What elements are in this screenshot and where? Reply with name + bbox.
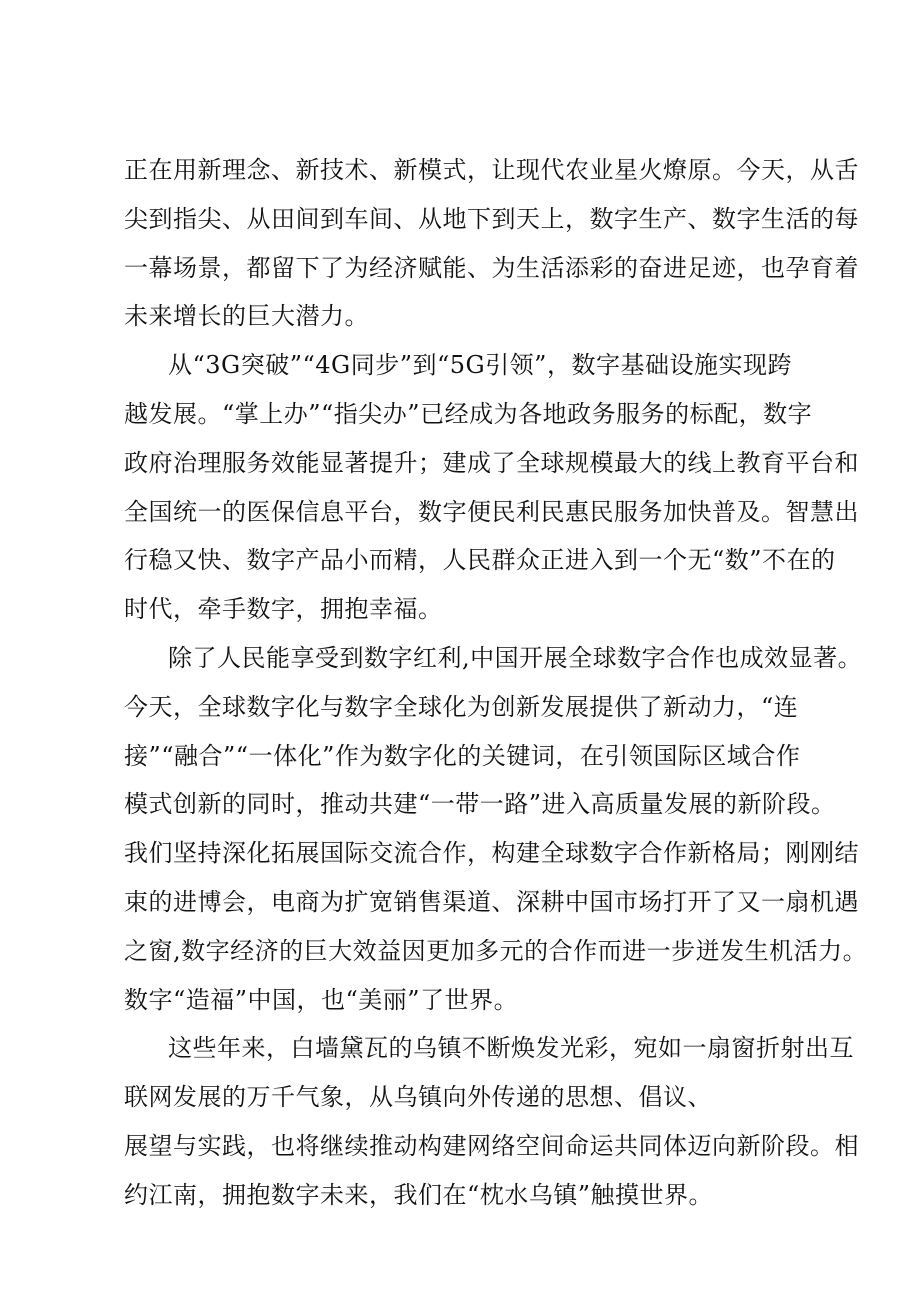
paragraph-2: [124, 341, 859, 634]
text-line: 时代，牵手数字，拥抱幸福。: [124, 595, 443, 624]
text-line: 一幕场景，都留下了为经济赋能、为生活添彩的奋进足迹，也孕育着: [124, 253, 859, 282]
text-line: 数字“造福”中国，也“美丽”了世界。: [124, 985, 519, 1014]
text-line: 从“3G突破”“4G同步”到“5G引领”，数字基础设施实现跨: [168, 351, 792, 380]
text-line: 束的进博会，电商为扩宽销售渠道、深耕中国市场打开了又一扇机遇: [124, 887, 859, 916]
text-line: 约江南，拥抱数字未来，我们在“枕水乌镇”触摸世界。: [124, 1180, 714, 1209]
text-line: 这些年来，白墙黛瓦的乌镇不断焕发光彩，宛如一扇窗折射出互: [168, 1034, 854, 1063]
text-line: 行稳又快、数字产品小而精，人民群众正进入到一个无“数”不在的: [124, 546, 836, 575]
text-line: 政府治理服务效能显著提升；建成了全球规模最大的线上教育平台和: [124, 448, 859, 477]
paragraph-1: [124, 146, 859, 341]
text-line: 模式创新的同时，推动共建“一带一路”进入高质量发展的新阶段。: [124, 790, 836, 819]
text-line: 全国统一的医保信息平台，数字便民利民惠民服务加快普及。智慧出: [124, 497, 859, 526]
paragraph-3: [124, 634, 868, 1024]
text-line: 之窗,数字经济的巨大效益因更加多元的合作而进一步迸发生机活力。: [124, 936, 868, 965]
text-line: 今天，全球数字化与数字全球化为创新发展提供了新动力，“连: [124, 692, 799, 721]
text-line: 越发展。“掌上办”“指尖办”已经成为各地政务服务的标配，数字: [124, 399, 813, 428]
text-line: 正在用新理念、新技术、新模式，让现代农业星火燎原。今天，从舌: [124, 156, 859, 184]
text-line: 尖到指尖、从田间到车间、从地下到天上，数字生产、数字生活的每: [124, 204, 859, 233]
text-line: 接”“融合”“一体化”作为数字化的关键词，在引领国际区域合作: [124, 741, 801, 770]
text-line: 除了人民能享受到数字红利,中国开展全球数字合作也成效显著。: [168, 643, 863, 672]
text-line: 展望与实践，也将继续推动构建网络空间命运共同体迈向新阶段。相: [124, 1131, 859, 1160]
article-body: [124, 146, 868, 1220]
text-line: 联网发展的万千气象，从乌镇向外传递的思想、倡议、: [124, 1083, 712, 1112]
text-line: 我们坚持深化拓展国际交流合作，构建全球数字合作新格局；刚刚结: [124, 839, 859, 868]
paragraph-4: [124, 1024, 859, 1219]
text-line: 未来增长的巨大潜力。: [124, 302, 369, 331]
